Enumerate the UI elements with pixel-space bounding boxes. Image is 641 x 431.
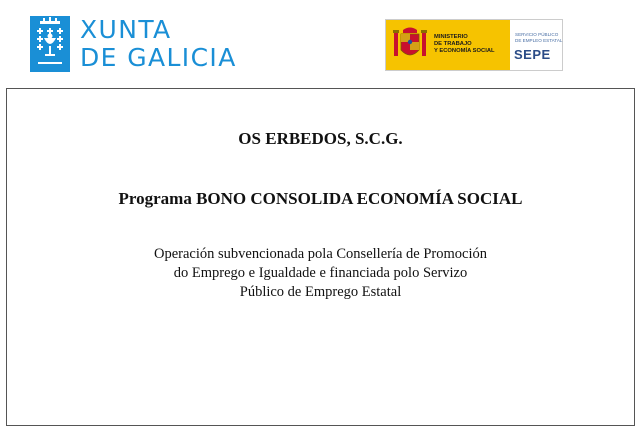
ministry-logo (386, 20, 510, 70)
operation-description (7, 245, 634, 302)
spain-government-logo (385, 19, 563, 71)
operation-line: Público de Emprego Estatal (239, 284, 402, 300)
spain-coat-of-arms-icon (392, 26, 428, 64)
ministry-line: DE TRABAJO (434, 41, 472, 47)
xunta-line2: DE GALICIA (80, 43, 237, 72)
sepe-subtitle (515, 32, 562, 44)
ministry-name (434, 34, 510, 55)
header (0, 0, 641, 88)
xunta-wordmark (80, 16, 237, 72)
ministry-line: MINISTERIO (434, 34, 468, 40)
notice-box (6, 88, 635, 426)
xunta-line1: XUNTA (80, 15, 172, 44)
xunta-logo (30, 14, 250, 74)
sepe-wordmark: SEPE (514, 47, 551, 62)
sepe-logo (510, 20, 562, 70)
operation-line: Operación subvencionada pola Consellería de Promoción (154, 246, 487, 262)
ministry-line: Y ECONOMÍA SOCIAL (434, 48, 495, 54)
operation-line: do Emprego e Igualdade e financiada polo Servizo (173, 265, 468, 281)
program-title: Programa BONO CONSOLIDA ECONOMÍA SOCIAL (118, 189, 523, 208)
sepe-subtitle-line: SERVICIO PÚBLICO (515, 32, 559, 37)
sepe-subtitle-line: DE EMPLEO ESTATAL (515, 38, 563, 43)
galicia-shield-icon (30, 16, 70, 72)
company-name: OS ERBEDOS, S.C.G. (238, 129, 403, 148)
